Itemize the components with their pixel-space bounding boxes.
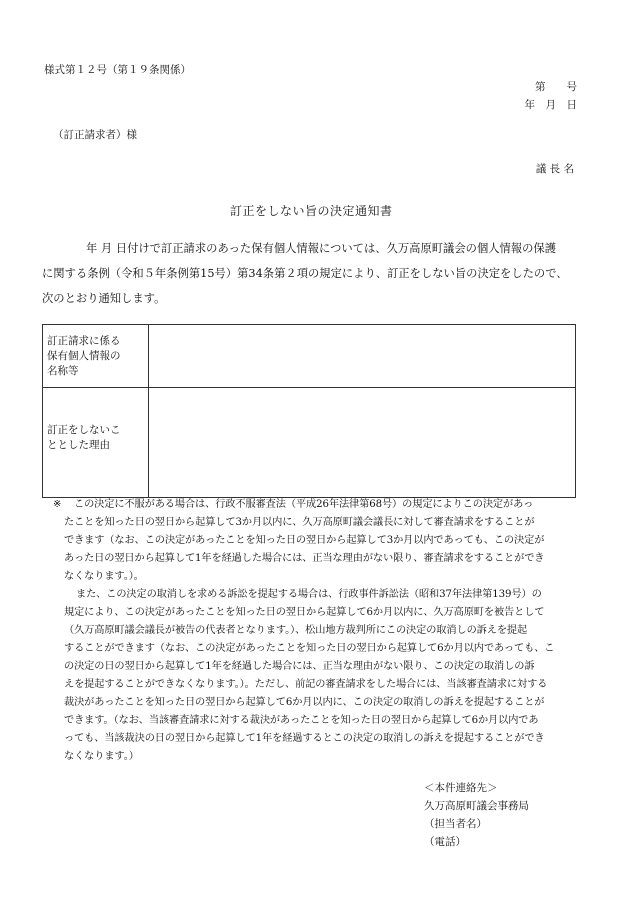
note-line: えを提起することができなくなります。）。ただし、前記の審査請求をした場合には、当該審査請求に対する — [64, 679, 548, 690]
label-line: 訂正請求に係る — [47, 335, 121, 347]
info-name-label — [43, 325, 149, 388]
reason-value — [149, 388, 576, 498]
intro-line: に関する条例（令和５年条例第15号）第34条第２項の規定により、訂正をしない旨の決定をしたので、 — [42, 267, 568, 280]
intro-line: 次のとおり通知します。 — [42, 292, 166, 305]
note-line: この決定に不服がある場合は、行政不服審査法（平成26年法律第68号）の規定によりこの決定があっ — [74, 499, 534, 510]
label-line: 名称等 — [47, 365, 79, 377]
note-line: あった日の翌日から起算して1年を経過した場合には、正当な理由がない限り、審査請求をすることができ — [64, 553, 545, 564]
note-line: なくなります。） — [64, 751, 139, 762]
document-date: 年 月 日 — [524, 99, 577, 111]
note-line: できます（なお、この決定があったことを知った日の翌日から起算して3か月以内であっても、この決定が — [64, 535, 545, 546]
contact-person: （担当者名） — [424, 818, 487, 830]
note-line: 規定により、この決定があったことを知った日の翌日から起算して6か月以内に、久万高原町を被告として — [64, 607, 545, 618]
page-title: 訂正をしない旨の決定通知書 — [230, 204, 393, 218]
label-line: 訂正をしないこ — [47, 423, 121, 436]
note-line: また、この決定の取消しを求める訴訟を提起する場合は、行政事件訴訟法（昭和37年法律第139号）の — [76, 589, 542, 600]
note-mark: ※ — [53, 499, 62, 510]
label-line: ととした理由 — [47, 438, 110, 451]
form-id: 様式第１２号（第１９条関係） — [44, 64, 191, 76]
intro-line: 年 月 日付けで訂正請求のあった保有個人情報については、久万高原町議会の個人情報の保護 — [86, 242, 557, 255]
note-line: っても、当該裁決の日の翌日から起算して1年を経過するとこの決定の取消しの訴えを提起することができ — [64, 733, 545, 744]
reason-label — [43, 388, 149, 498]
table-row — [43, 388, 576, 498]
info-name-value — [149, 325, 576, 388]
note-line: できます。（なお、当該審査請求に対する裁決があったことを知った日の翌日から起算して6か月以内であ — [64, 715, 539, 726]
table-row — [43, 325, 576, 388]
note-line: たことを知った日の翌日から起算して3か月以内に、久万高原町議会議長に対して審査請求をすることが — [64, 517, 535, 528]
sender-name: 議 長 名 — [535, 163, 574, 175]
reference-table — [42, 324, 576, 498]
note-line: の決定の日の翌日から起算して1年を経過した場合には、正当な理由がない限り、この決定の取消しの訴 — [64, 661, 535, 672]
label-line: 保有個人情報の — [47, 350, 121, 362]
contact-phone: （電話） — [424, 836, 466, 848]
document-number: 第 号 — [535, 81, 577, 93]
note-line: （久万高原町議会議長が被告の代表者となります。）、松山地方裁判所にこの決定の取消しの訴えを提起 — [64, 625, 528, 636]
note-line: することができます（なお、この決定があったことを知った日の翌日から起算して6か月以内であっても、こ — [64, 643, 555, 654]
note-line: なくなります。）。 — [64, 571, 144, 582]
recipient-name: （訂正請求者）様 — [53, 129, 137, 141]
note-line: 裁決があったことを知った日の翌日から起算して6か月以内に、この決定の取消しの訴えを提起することが — [64, 697, 545, 708]
contact-office: 久万高原町議会事務局 — [424, 800, 529, 812]
contact-heading: ＜本件連絡先＞ — [424, 782, 498, 794]
